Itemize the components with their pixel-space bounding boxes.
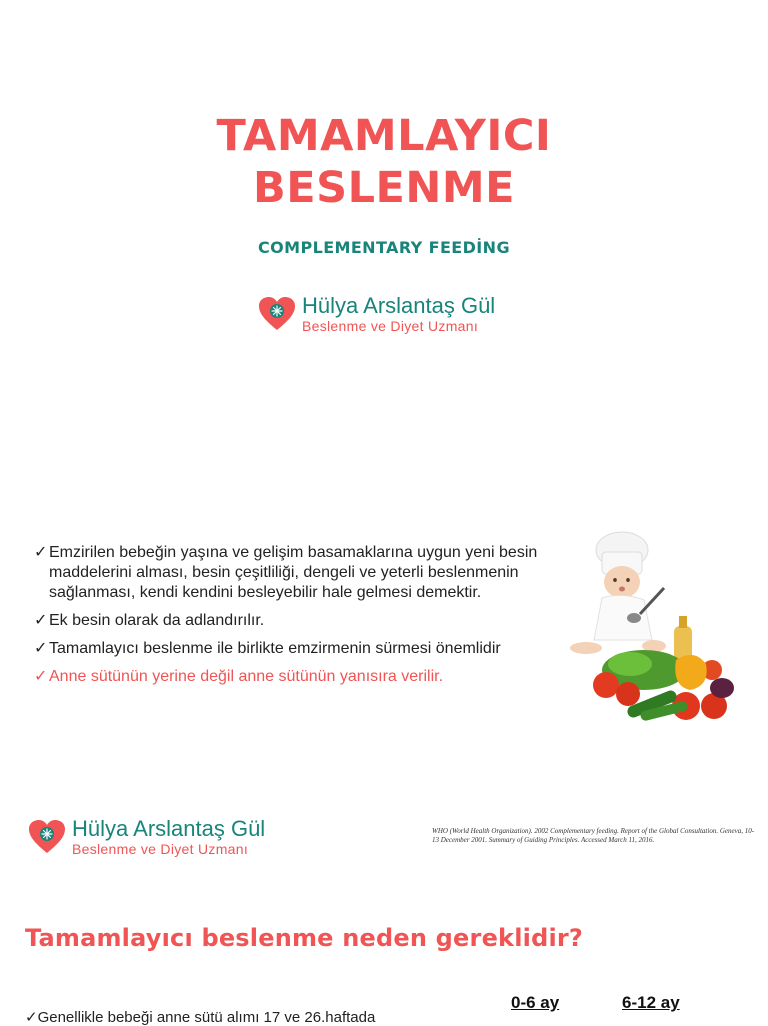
age-label-6-12: 6-12 ay [622,993,680,1012]
bullet-text: Ek besin olarak da adlandırılır. [49,612,265,629]
title-line-2: BESLENME [252,163,516,213]
check-icon: ✓ [34,640,48,657]
page-title [0,110,768,214]
check-icon: ✓ [25,1009,38,1026]
logo-role: Beslenme ve Diyet Uzmanı [72,841,249,857]
bullet-text: Emzirilen bebeğin yaşına ve gelişim basamaklarına uygun yeni besin maddelerini alması, besin çeşitliliği, dengeli ve yeterli beslenmenin sağlanması, kendi kendini besleyebilir hale gelmesi demektir. [49,544,538,601]
list-item [34,639,559,659]
list-item [34,543,559,603]
list-item [25,1008,375,1026]
heart-leaf-logo-icon [28,819,66,855]
title-line-1: TAMAMLAYICI [216,111,552,161]
section-heading: Tamamlayıcı beslenme neden gereklidir? [25,924,584,952]
heart-leaf-logo-icon [258,296,296,332]
age-label-0-6: 0-6 ay [511,993,560,1012]
brand-logo-footer [28,817,265,857]
baby-chef-vegetables-image [566,530,736,730]
definition-list [34,543,559,695]
brand-logo [258,294,495,334]
logo-name: Hülya Arslantaş Gül [302,293,496,318]
logo-name: Hülya Arslantaş Gül [72,816,266,841]
reference-citation: WHO (World Health Organization). 2002 Complementary feeding. Report of the Global Consultation. Geneva, 10-13 December 2001. Summary of Guiding Principles. Accessed March 11, 2016. [432,827,755,844]
bullet-text: Tamamlayıcı beslenme ile birlikte emzirmenin sürmesi önemlidir [49,640,501,657]
bullet-text: Genellikle bebeği anne sütü alımı 17 ve 26.haftada [37,1009,376,1026]
bullet-text: Anne sütünün yerine değil anne sütünün yanısıra verilir. [49,668,444,685]
list-item [34,611,559,631]
subtitle: COMPLEMENTARY FEEDİNG [258,238,510,257]
list-item [34,667,559,687]
check-icon: ✓ [34,612,48,629]
check-icon: ✓ [34,668,48,685]
check-icon: ✓ [34,544,48,561]
logo-role: Beslenme ve Diyet Uzmanı [302,318,479,334]
